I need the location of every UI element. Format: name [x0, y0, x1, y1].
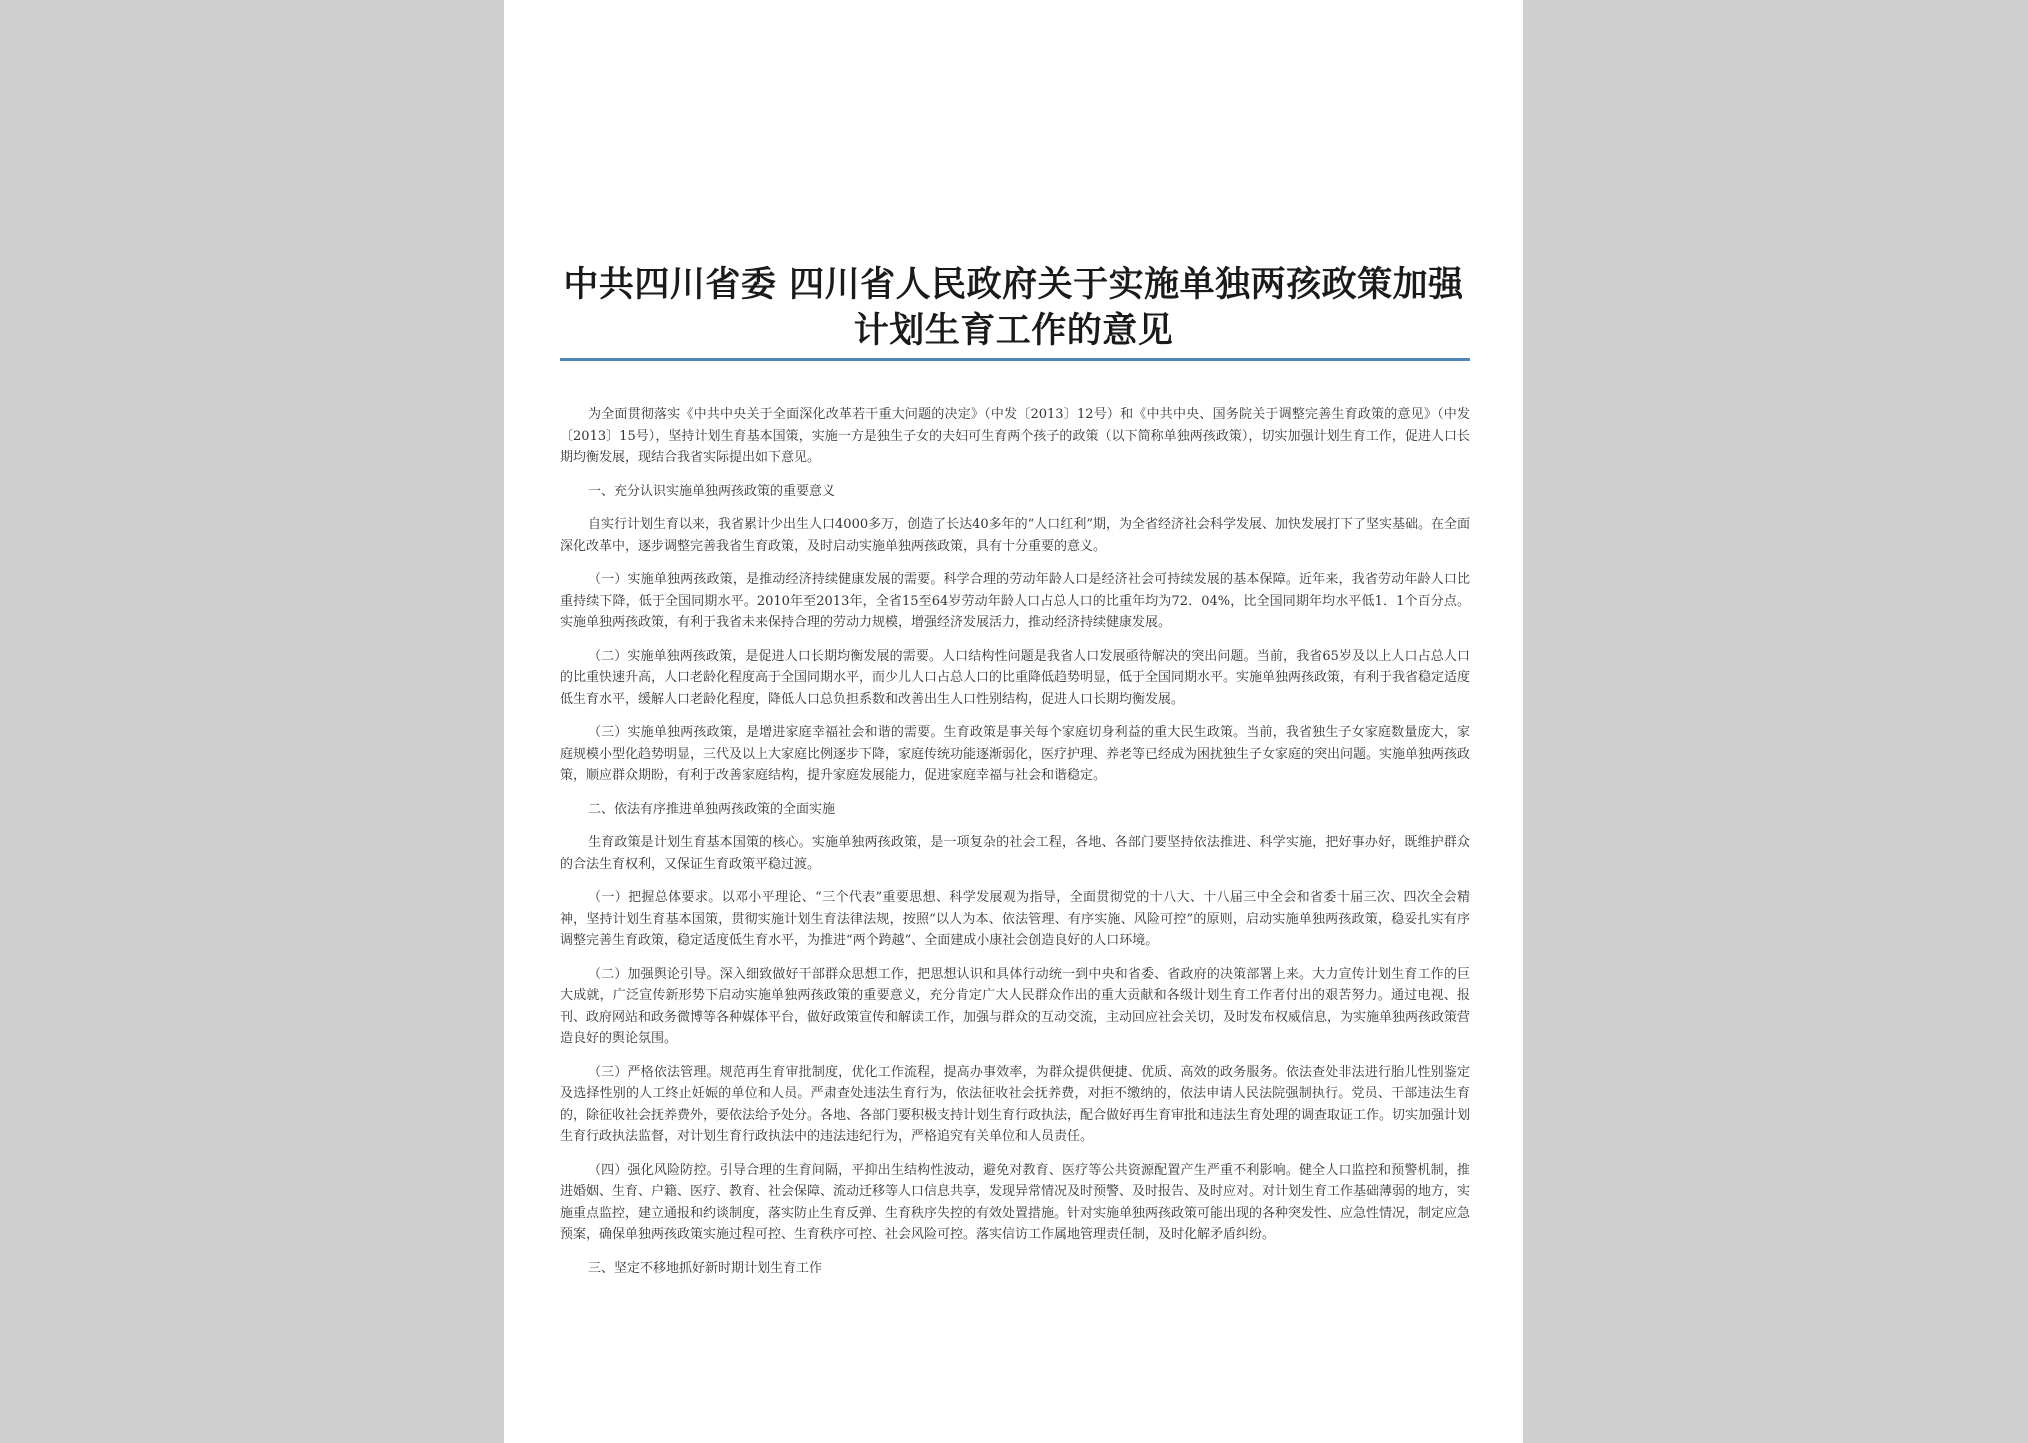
- body-paragraph: （二）加强舆论引导。深入细致做好干部群众思想工作，把思想认识和具体行动统一到中央和省委、省政府的决策部署上来。大力宣传计划生育工作的巨大成就，广泛宣传新形势下启动实施单独两孩政策的重要意义，充分肯定广大人民群众作出的重大贡献和各级计划生育工作者付出的艰苦努力。通过电视、报刊、政府网站和政务微博等各种媒体平台，做好政策宣传和解读工作，加强与群众的互动交流，主动回应社会关切，及时发布权威信息，为实施单独两孩政策营造良好的舆论氛围。: [560, 966, 1471, 1046]
- section-heading: 二、依法有序推进单独两孩政策的全面实施: [588, 801, 836, 817]
- body-paragraph: 自实行计划生育以来，我省累计少出生人口4000多万，创造了长达40多年的“人口红利”期，为全省经济社会科学发展、加快发展打下了坚实基础。在全面深化改革中，逐步调整完善我省生育政策，及时启动实施单独两孩政策，具有十分重要的意义。: [560, 517, 1470, 554]
- body-paragraph: （三）实施单独两孩政策，是增进家庭幸福社会和谐的需要。生育政策是事关每个家庭切身利益的重大民生政策。当前，我省独生子女家庭数量庞大，家庭规模小型化趋势明显，三代及以上大家庭比例逐步下降，家庭传统功能逐渐弱化，医疗护理、养老等已经成为困扰独生子女家庭的突出问题。实施单独两孩政策，顺应群众期盼，有利于改善家庭结构，提升家庭发展能力，促进家庭幸福与社会和谐稳定。: [560, 725, 1471, 783]
- document-page: [504, 0, 1523, 1443]
- section-heading: 三、坚定不移地抓好新时期计划生育工作: [588, 1260, 823, 1276]
- body-paragraph: （三）严格依法管理。规范再生育审批制度，优化工作流程，提高办事效率，为群众提供便捷、优质、高效的政务服务。依法查处非法进行胎儿性别鉴定及选择性别的人工终止妊娠的单位和人员。严肃查处违法生育行为，依法征收社会抚养费，对拒不缴纳的，依法申请人民法院强制执行。党员、干部违法生育的，除征收社会抚养费外，要依法给予处分。各地、各部门要积极支持计划生育行政执法，配合做好再生育审批和违法生育处理的调查取证工作。切实加强计划生育行政执法监督，对计划生育行政执法中的违法违纪行为，严格追究有关单位和人员责任。: [560, 1064, 1471, 1144]
- title-divider: [560, 358, 1470, 361]
- body-paragraph: 为全面贯彻落实《中共中央关于全面深化改革若干重大问题的决定》（中发〔2013〕12号）和《中共中央、国务院关于调整完善生育政策的意见》（中发〔2013〕15号），坚持计划生育基本国策，实施一方是独生子女的夫妇可生育两个孩子的政策（以下简称单独两孩政策），切实加强计划生育工作，促进人口长期均衡发展，现结合我省实际提出如下意见。: [560, 407, 1470, 465]
- body-paragraph: 生育政策是计划生育基本国策的核心。实施单独两孩政策，是一项复杂的社会工程，各地、各部门要坚持依法推进、科学实施，把好事办好，既维护群众的合法生育权利，又保证生育政策平稳过渡。: [560, 835, 1470, 872]
- document-body: [560, 404, 1470, 1291]
- body-paragraph: （四）强化风险防控。引导合理的生育间隔，平抑出生结构性波动，避免对教育、医疗等公共资源配置产生严重不利影响。健全人口监控和预警机制，推进婚姻、生育、户籍、医疗、教育、社会保障、流动迁移等人口信息共享，发现异常情况及时预警、及时报告、及时应对。对计划生育工作基础薄弱的地方，实施重点监控，建立通报和约谈制度，落实防止生育反弹、生育秩序失控的有效处置措施。针对实施单独两孩政策可能出现的各种突发性、应急性情况，制定应急预案，确保单独两孩政策实施过程可控、生育秩序可控、社会风险可控。落实信访工作属地管理责任制，及时化解矛盾纠纷。: [560, 1162, 1471, 1242]
- document-title: 中共四川省委 四川省人民政府关于实施单独两孩政策加强计划生育工作的意见: [563, 264, 1464, 351]
- body-paragraph: （一）实施单独两孩政策，是推动经济持续健康发展的需要。科学合理的劳动年龄人口是经济社会可持续发展的基本保障。近年来，我省劳动年龄人口比重持续下降，低于全国同期水平。2010年至2013年，全省15至64岁劳动年龄人口占总人口的比重年均为72．04%，比全国同期年均水平低1．1个百分点。实施单独两孩政策，有利于我省未来保持合理的劳动力规模，增强经济发展活力，推动经济持续健康发展。: [560, 572, 1470, 630]
- body-paragraph: （一）把握总体要求。以邓小平理论、“三个代表”重要思想、科学发展观为指导，全面贯彻党的十八大、十八届三中全会和省委十届三次、四次全会精神，坚持计划生育基本国策，贯彻实施计划生育法律法规，按照“以人为本、依法管理、有序实施、风险可控”的原则，启动实施单独两孩政策，稳妥扎实有序调整完善生育政策，稳定适度低生育水平，为推进“两个跨越”、全面建成小康社会创造良好的人口环境。: [560, 890, 1470, 948]
- body-paragraph: （二）实施单独两孩政策，是促进人口长期均衡发展的需要。人口结构性问题是我省人口发展亟待解决的突出问题。当前，我省65岁及以上人口占总人口的比重快速升高，人口老龄化程度高于全国同期水平，而少儿人口占总人口的比重降低趋势明显，低于全国同期水平。实施单独两孩政策，有利于我省稳定适度低生育水平，缓解人口老龄化程度，降低人口总负担系数和改善出生人口性别结构，促进人口长期均衡发展。: [560, 648, 1471, 707]
- section-heading: 一、充分认识实施单独两孩政策的重要意义: [588, 483, 836, 499]
